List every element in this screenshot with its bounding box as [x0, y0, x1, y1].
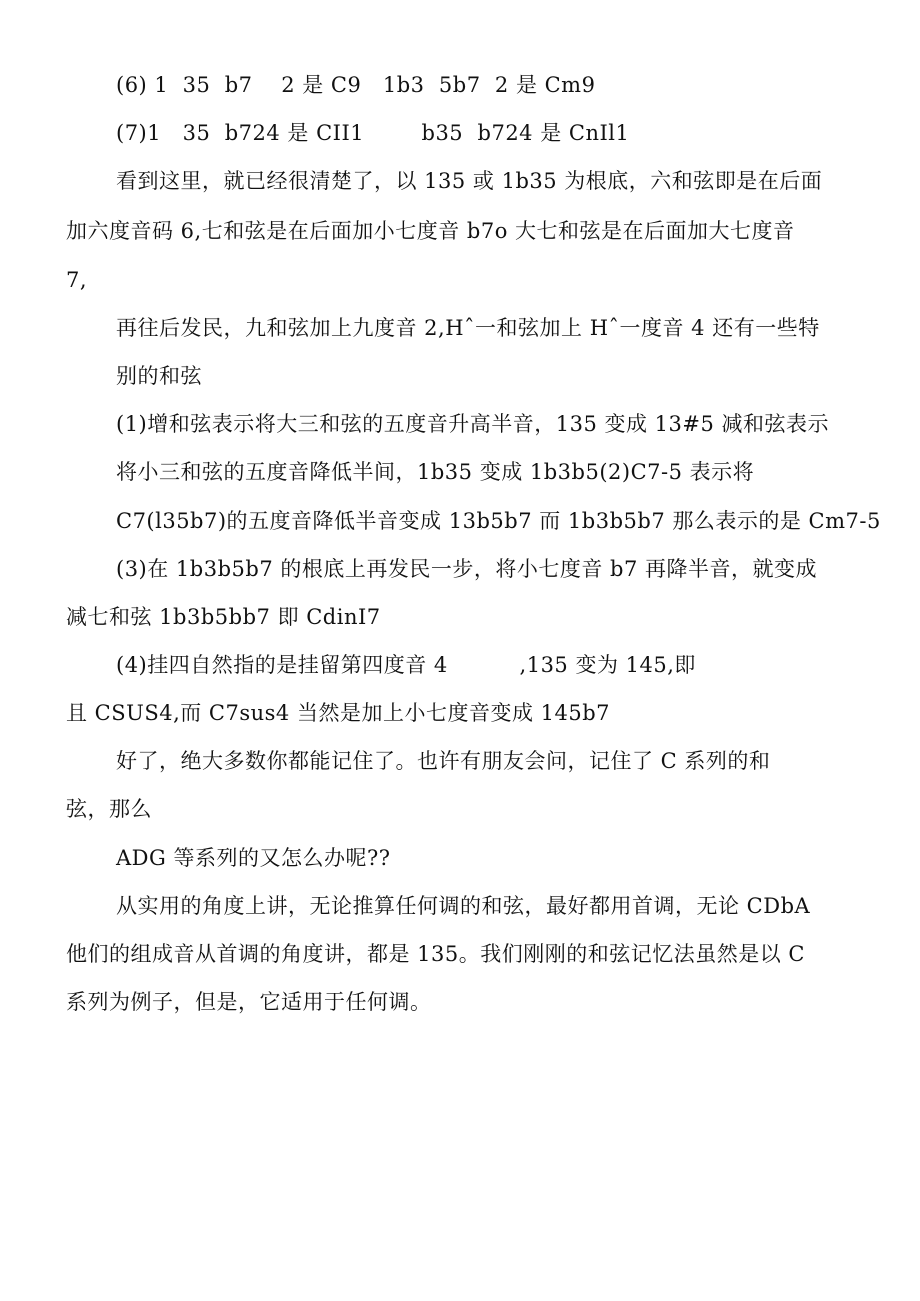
text-line-10: C7(l35b7)的五度音降低半音变成 13b5b7 而 1b3b5b7 那么表示的是 Cm7-5: [116, 509, 881, 533]
text-line-13: (4)挂四自然指的是挂留第四度音 4 ,135 变为 145,即: [116, 653, 696, 677]
text-line-14: 且 CSUS4,而 C7sus4 当然是加上小七度音变成 145b7: [66, 701, 611, 725]
text-line-12: 减七和弦 1b3b5bb7 即 CdinI7: [66, 605, 381, 629]
text-line-5: 7,: [66, 268, 88, 292]
text-line-1: (6) 1 35 b7 2 是 C9 1b3 5b7 2 是 Cm9: [116, 73, 596, 97]
text-line-18: 从实用的角度上讲，无论推算任何调的和弦，最好都用首调，无论 CDbA: [116, 894, 811, 918]
text-line-8: (1)增和弦表示将大三和弦的五度音升高半音，135 变成 13#5 减和弦表示: [116, 412, 830, 436]
text-line-15: 好了，绝大多数你都能记住了。也许有朋友会问，记住了 C 系列的和: [116, 749, 771, 773]
text-line-3: 看到这里，就已经很清楚了，以 135 或 1b35 为根底，六和弦即是在后面: [116, 169, 823, 193]
text-line-11: (3)在 1b3b5b7 的根底上再发民一步，将小七度音 b7 再降半音，就变成: [116, 557, 818, 581]
text-line-7: 别的和弦: [116, 364, 202, 388]
text-line-4: 加六度音码 6,七和弦是在后面加小七度音 b7o 大七和弦是在后面加大七度音: [66, 219, 795, 243]
text-line-2: (7)1 35 b724 是 CII1 b35 b724 是 CnIl1: [116, 121, 630, 145]
text-line-9: 将小三和弦的五度音降低半间，1b35 变成 1b3b5(2)C7-5 表示将: [116, 460, 755, 484]
text-line-17: ADG 等系列的又怎么办呢??: [116, 846, 391, 870]
text-line-16: 弦，那么: [66, 797, 152, 821]
text-line-20: 系列为例子，但是，它适用于任何调。: [66, 990, 432, 1014]
text-line-19: 他们的组成音从首调的角度讲，都是 135。我们刚刚的和弦记忆法虽然是以 C: [66, 942, 805, 966]
text-line-6: 再往后发民，九和弦加上九度音 2,Hˆ一和弦加上 Hˆ一度音 4 还有一些特: [116, 316, 820, 340]
